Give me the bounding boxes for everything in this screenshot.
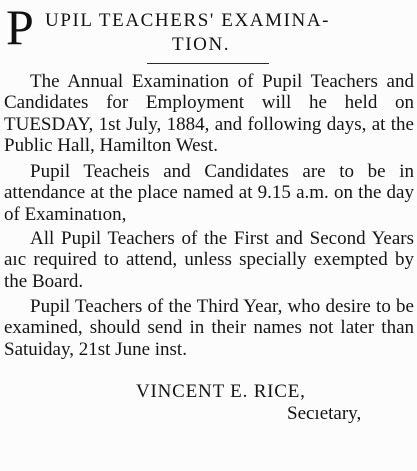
paragraph-text: All Pupil Teachers of the First and Second Years aıc required to attend, unless specially exempted by the Board. <box>4 228 414 292</box>
signature-role: Secıetary, <box>287 403 362 424</box>
notice-title-line-2: TION. <box>172 34 231 55</box>
signature-name: VINCENT E. RICE, <box>136 381 306 402</box>
notice-title-line-1: UPIL TEACHERS' EXAMINA- <box>45 10 331 31</box>
paragraph-required-attendance <box>4 228 414 292</box>
drop-cap-letter: P <box>6 0 34 55</box>
paragraph-text: The Annual Examination of Pupil Teachers and Candidates for Employment will he held on TUESDAY, 1st July, 1884, and following days, at the Public Hall, Hamilton West. <box>4 71 414 157</box>
paragraph-text: Pupil Teacheis and Candidates are to be in attendance at the place named at 9.15 a.m. on the day of Examinatıon, <box>4 161 414 225</box>
paragraph-text: Pupil Teachers of the Third Year, who desire to be examined, should send in their names not later than Satuiday, 21st June inst. <box>4 296 414 360</box>
title-divider <box>147 63 269 64</box>
paragraph-attendance <box>4 161 414 225</box>
paragraph-exam-announcement <box>4 71 414 157</box>
paragraph-third-year <box>4 296 414 360</box>
